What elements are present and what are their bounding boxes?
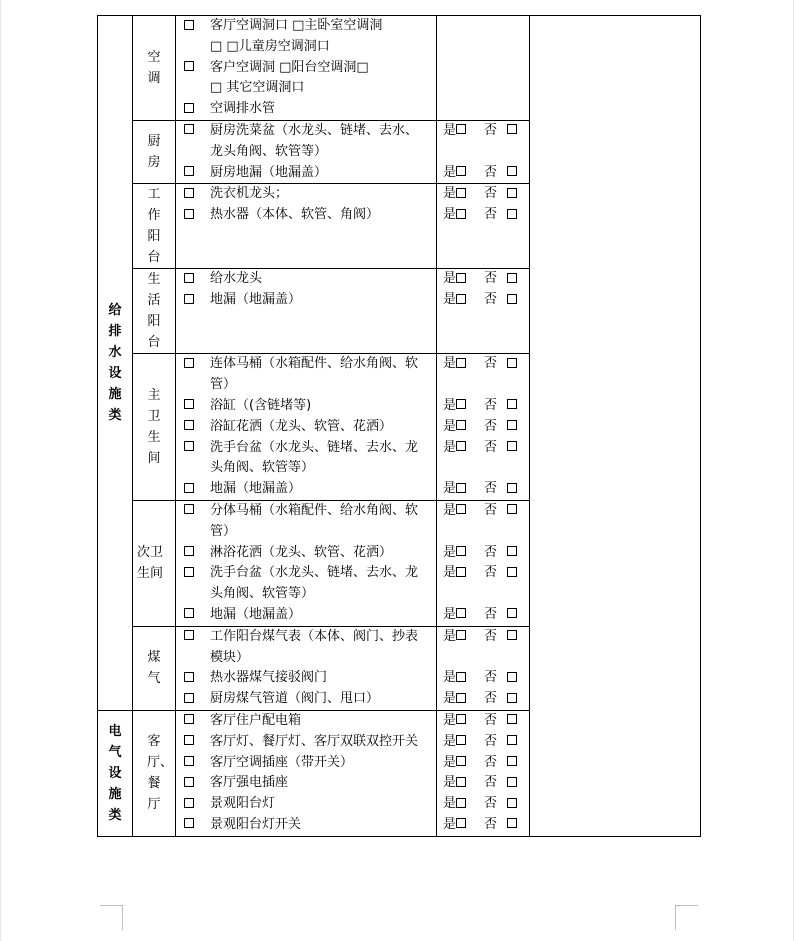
- checkbox[interactable]: [184, 689, 196, 710]
- checkbox[interactable]: [184, 479, 196, 500]
- list-item: 地漏（地漏盖）: [210, 292, 302, 308]
- yes-checkbox[interactable]: [456, 124, 466, 134]
- list-item: 热水器（本体、软管、角阀）: [210, 207, 380, 223]
- category-drainage: [98, 16, 133, 711]
- checkbox[interactable]: [184, 563, 196, 584]
- checkbox[interactable]: [184, 163, 196, 184]
- list-item: 分体马桶（水箱配件、给水角阀、软: [210, 502, 419, 518]
- yes-checkbox[interactable]: [456, 608, 466, 618]
- no-label: 否: [484, 418, 498, 434]
- list-item: 给水龙头: [210, 271, 263, 287]
- yes-label: 是: [443, 356, 457, 372]
- list-item: 连体马桶（水箱配件、给水角阀、软: [210, 356, 419, 372]
- yes-label: 是: [443, 775, 457, 791]
- yes-no-choice[interactable]: [443, 417, 529, 438]
- list-item: 热水器煤气接驳阀门: [210, 670, 328, 686]
- yes-checkbox[interactable]: [456, 166, 466, 176]
- yes-no-choice[interactable]: [443, 396, 529, 417]
- checkbox[interactable]: [184, 543, 196, 564]
- checkbox[interactable]: [184, 668, 196, 689]
- checkbox[interactable]: [184, 205, 196, 226]
- yes-checkbox[interactable]: [456, 504, 466, 514]
- no-checkbox[interactable]: [507, 798, 517, 808]
- list-item: 客厅灯、餐厅灯、客厅双联双控开关: [210, 733, 419, 749]
- no-checkbox[interactable]: [507, 693, 517, 703]
- no-label: 否: [484, 207, 498, 223]
- list-item: 龙头角阀、软管等）: [210, 143, 328, 159]
- yes-no-choice[interactable]: [443, 605, 529, 626]
- no-label: 否: [484, 565, 498, 581]
- items-aircon: [176, 16, 437, 121]
- no-label: 否: [484, 356, 498, 372]
- section-kitchen: 厨房: [133, 120, 176, 183]
- no-checkbox[interactable]: [507, 209, 517, 219]
- no-checkbox[interactable]: [507, 273, 517, 283]
- list-item: 管）: [210, 523, 237, 539]
- no-label: 否: [484, 292, 498, 308]
- no-checkbox[interactable]: [507, 756, 517, 766]
- no-checkbox[interactable]: [507, 714, 517, 724]
- no-checkbox[interactable]: [507, 630, 517, 640]
- yes-checkbox[interactable]: [456, 672, 466, 682]
- list-item: 客户空调洞 □阳台空调洞□: [210, 59, 369, 75]
- yes-no-choice[interactable]: [443, 563, 529, 584]
- section-living-dining: 客厅、餐厅: [133, 710, 176, 836]
- yes-checkbox[interactable]: [456, 693, 466, 703]
- checks-aircon: [437, 16, 530, 121]
- no-checkbox[interactable]: [507, 188, 517, 198]
- no-label: 否: [484, 544, 498, 560]
- checkbox[interactable]: [184, 605, 196, 626]
- list-item: 厨房地漏（地漏盖）: [210, 164, 328, 180]
- no-label: 否: [484, 439, 498, 455]
- no-label: 否: [484, 502, 498, 518]
- no-label: 否: [484, 796, 498, 812]
- section-gas: 煤气: [133, 626, 176, 710]
- list-item: 头角阀、软管等）: [210, 460, 315, 476]
- yes-checkbox[interactable]: [456, 567, 466, 577]
- no-label: 否: [484, 712, 498, 728]
- list-item: 头角阀、软管等）: [210, 586, 315, 602]
- yes-no-choice[interactable]: [443, 627, 529, 648]
- list-item: □ 其它空调洞口: [210, 80, 305, 96]
- no-label: 否: [484, 754, 498, 770]
- list-item: 景观阳台灯开关: [210, 816, 302, 832]
- yes-no-choice[interactable]: [443, 438, 529, 459]
- checkbox[interactable]: [184, 417, 196, 438]
- list-item: 客厅强电插座: [210, 775, 289, 791]
- yes-checkbox[interactable]: [456, 714, 466, 724]
- list-item: 厨房洗菜盆（水龙头、链堵、去水、: [210, 122, 419, 138]
- no-label: 否: [484, 670, 498, 686]
- yes-checkbox[interactable]: [456, 756, 466, 766]
- no-checkbox[interactable]: [507, 399, 517, 409]
- yes-label: 是: [443, 418, 457, 434]
- yes-label: 是: [443, 816, 457, 832]
- yes-label: 是: [443, 796, 457, 812]
- yes-label: 是: [443, 439, 457, 455]
- yes-no-choice[interactable]: [443, 711, 529, 732]
- yes-checkbox[interactable]: [456, 273, 466, 283]
- yes-checkbox[interactable]: [456, 294, 466, 304]
- yes-checkbox[interactable]: [456, 777, 466, 787]
- list-item: 厨房煤气管道（阀门、甩口）: [210, 691, 380, 707]
- yes-label: 是: [443, 565, 457, 581]
- yes-no-choice[interactable]: [443, 815, 529, 836]
- yes-label: 是: [443, 481, 457, 497]
- no-checkbox[interactable]: [507, 441, 517, 451]
- yes-no-choice[interactable]: [443, 732, 529, 753]
- yes-label: 是: [443, 628, 457, 644]
- table-row-aircon: [98, 16, 701, 121]
- no-checkbox[interactable]: [507, 483, 517, 493]
- yes-checkbox[interactable]: [456, 630, 466, 640]
- no-checkbox[interactable]: [507, 166, 517, 176]
- yes-checkbox[interactable]: [456, 358, 466, 368]
- yes-checkbox[interactable]: [456, 483, 466, 493]
- no-checkbox[interactable]: [507, 567, 517, 577]
- list-item: 洗手台盆（水龙头、链堵、去水、龙: [210, 439, 419, 455]
- checkbox[interactable]: [184, 773, 196, 794]
- category-drainage-label: 给排水设施类: [108, 302, 122, 423]
- list-item: 模块）: [210, 649, 250, 665]
- list-item: 空调排水管: [210, 101, 276, 117]
- yes-no-choice[interactable]: [443, 184, 529, 205]
- list-item: 客厅空调洞口 □主卧室空调洞: [210, 18, 383, 33]
- yes-no-choice[interactable]: [443, 668, 529, 689]
- yes-label: 是: [443, 207, 457, 223]
- yes-checkbox[interactable]: [456, 818, 466, 828]
- yes-no-choice[interactable]: [443, 354, 529, 375]
- list-item: 洗手台盆（水龙头、链堵、去水、龙: [210, 565, 419, 581]
- checkbox[interactable]: [184, 711, 196, 732]
- no-label: 否: [484, 186, 498, 202]
- yes-label: 是: [443, 754, 457, 770]
- yes-label: 是: [443, 292, 457, 308]
- checkbox[interactable]: [184, 753, 196, 774]
- section-living-balcony: 生活阳台: [133, 269, 176, 354]
- section-master-bath: 主卫生间: [133, 354, 176, 501]
- yes-label: 是: [443, 712, 457, 728]
- no-checkbox[interactable]: [507, 672, 517, 682]
- list-item: 浴缸花洒（龙头、软管、花洒）: [210, 418, 393, 434]
- no-label: 否: [484, 691, 498, 707]
- no-checkbox[interactable]: [507, 358, 517, 368]
- section-work-balcony: 工作阳台: [133, 184, 176, 269]
- no-label: 否: [484, 481, 498, 497]
- no-checkbox[interactable]: [507, 777, 517, 787]
- checkbox[interactable]: [184, 732, 196, 753]
- yes-no-choice[interactable]: [443, 543, 529, 564]
- yes-label: 是: [443, 164, 457, 180]
- checkbox[interactable]: [184, 815, 196, 836]
- yes-no-choice[interactable]: [443, 269, 529, 290]
- no-checkbox[interactable]: [507, 735, 517, 745]
- yes-label: 是: [443, 271, 457, 287]
- checkbox[interactable]: [184, 16, 196, 37]
- yes-no-choice[interactable]: [443, 290, 529, 311]
- page-corner-mark-right: [675, 905, 698, 930]
- yes-no-choice[interactable]: [443, 163, 529, 184]
- list-item: 洗衣机龙头；: [210, 186, 289, 202]
- yes-checkbox[interactable]: [456, 188, 466, 198]
- checkbox[interactable]: [184, 794, 196, 815]
- yes-label: 是: [443, 397, 457, 413]
- list-item: 浴缸（(含链堵等): [210, 397, 312, 413]
- page-corner-mark-left: [100, 905, 123, 930]
- yes-no-choice[interactable]: [443, 479, 529, 500]
- checkbox[interactable]: [184, 438, 196, 459]
- section-aircon: 空调: [133, 16, 176, 121]
- no-label: 否: [484, 122, 498, 138]
- list-item: 客厅住户配电箱: [210, 712, 302, 728]
- yes-no-choice[interactable]: [443, 205, 529, 226]
- yes-label: 是: [443, 544, 457, 560]
- yes-label: 是: [443, 670, 457, 686]
- no-checkbox[interactable]: [507, 124, 517, 134]
- no-label: 否: [484, 816, 498, 832]
- yes-label: 是: [443, 606, 457, 622]
- no-checkbox[interactable]: [507, 608, 517, 618]
- yes-no-choice[interactable]: [443, 121, 529, 142]
- checkbox[interactable]: [184, 121, 196, 142]
- no-label: 否: [484, 397, 498, 413]
- list-item: □ □儿童房空调洞口: [210, 38, 330, 54]
- checkbox[interactable]: [184, 627, 196, 648]
- yes-no-choice[interactable]: [443, 689, 529, 710]
- yes-no-choice[interactable]: [443, 753, 529, 774]
- list-item: 景观阳台灯: [210, 796, 276, 812]
- list-item: 工作阳台煤气表（本体、阀门、抄表: [210, 628, 419, 644]
- checkbox[interactable]: [184, 184, 196, 205]
- checkbox[interactable]: [184, 269, 196, 290]
- no-checkbox[interactable]: [507, 420, 517, 430]
- yes-checkbox[interactable]: [456, 735, 466, 745]
- section-second-bath: 次卫生间: [133, 500, 176, 626]
- yes-checkbox[interactable]: [456, 798, 466, 808]
- no-checkbox[interactable]: [507, 546, 517, 556]
- yes-no-choice[interactable]: [443, 501, 529, 522]
- yes-label: 是: [443, 733, 457, 749]
- yes-checkbox[interactable]: [456, 546, 466, 556]
- category-electrical: [98, 710, 133, 836]
- checkbox[interactable]: [184, 58, 196, 79]
- list-item: 客厅空调插座（带开关）: [210, 754, 354, 770]
- list-item: 淋浴花洒（龙头、软管、花洒）: [210, 544, 393, 560]
- list-item: 管）: [210, 377, 237, 393]
- no-checkbox[interactable]: [507, 294, 517, 304]
- no-label: 否: [484, 606, 498, 622]
- yes-label: 是: [443, 122, 457, 138]
- yes-label: 是: [443, 502, 457, 518]
- yes-checkbox[interactable]: [456, 399, 466, 409]
- yes-checkbox[interactable]: [456, 441, 466, 451]
- yes-no-choice[interactable]: [443, 794, 529, 815]
- checkbox[interactable]: [184, 99, 196, 120]
- yes-no-choice[interactable]: [443, 773, 529, 794]
- yes-label: 是: [443, 691, 457, 707]
- no-checkbox[interactable]: [507, 818, 517, 828]
- list-item: 地漏（地漏盖）: [210, 606, 302, 622]
- no-label: 否: [484, 271, 498, 287]
- no-label: 否: [484, 164, 498, 180]
- no-label: 否: [484, 775, 498, 791]
- yes-checkbox[interactable]: [456, 209, 466, 219]
- checkbox[interactable]: [184, 396, 196, 417]
- no-checkbox[interactable]: [507, 504, 517, 514]
- yes-checkbox[interactable]: [456, 420, 466, 430]
- remarks-column: [530, 16, 701, 837]
- yes-label: 是: [443, 186, 457, 202]
- list-item: 地漏（地漏盖）: [210, 481, 302, 497]
- checkbox[interactable]: [184, 354, 196, 375]
- category-electrical-label: 电气设施类: [108, 723, 122, 823]
- no-label: 否: [484, 733, 498, 749]
- inspection-table: [97, 15, 701, 837]
- checkbox[interactable]: [184, 501, 196, 522]
- checkbox[interactable]: [184, 290, 196, 311]
- no-label: 否: [484, 628, 498, 644]
